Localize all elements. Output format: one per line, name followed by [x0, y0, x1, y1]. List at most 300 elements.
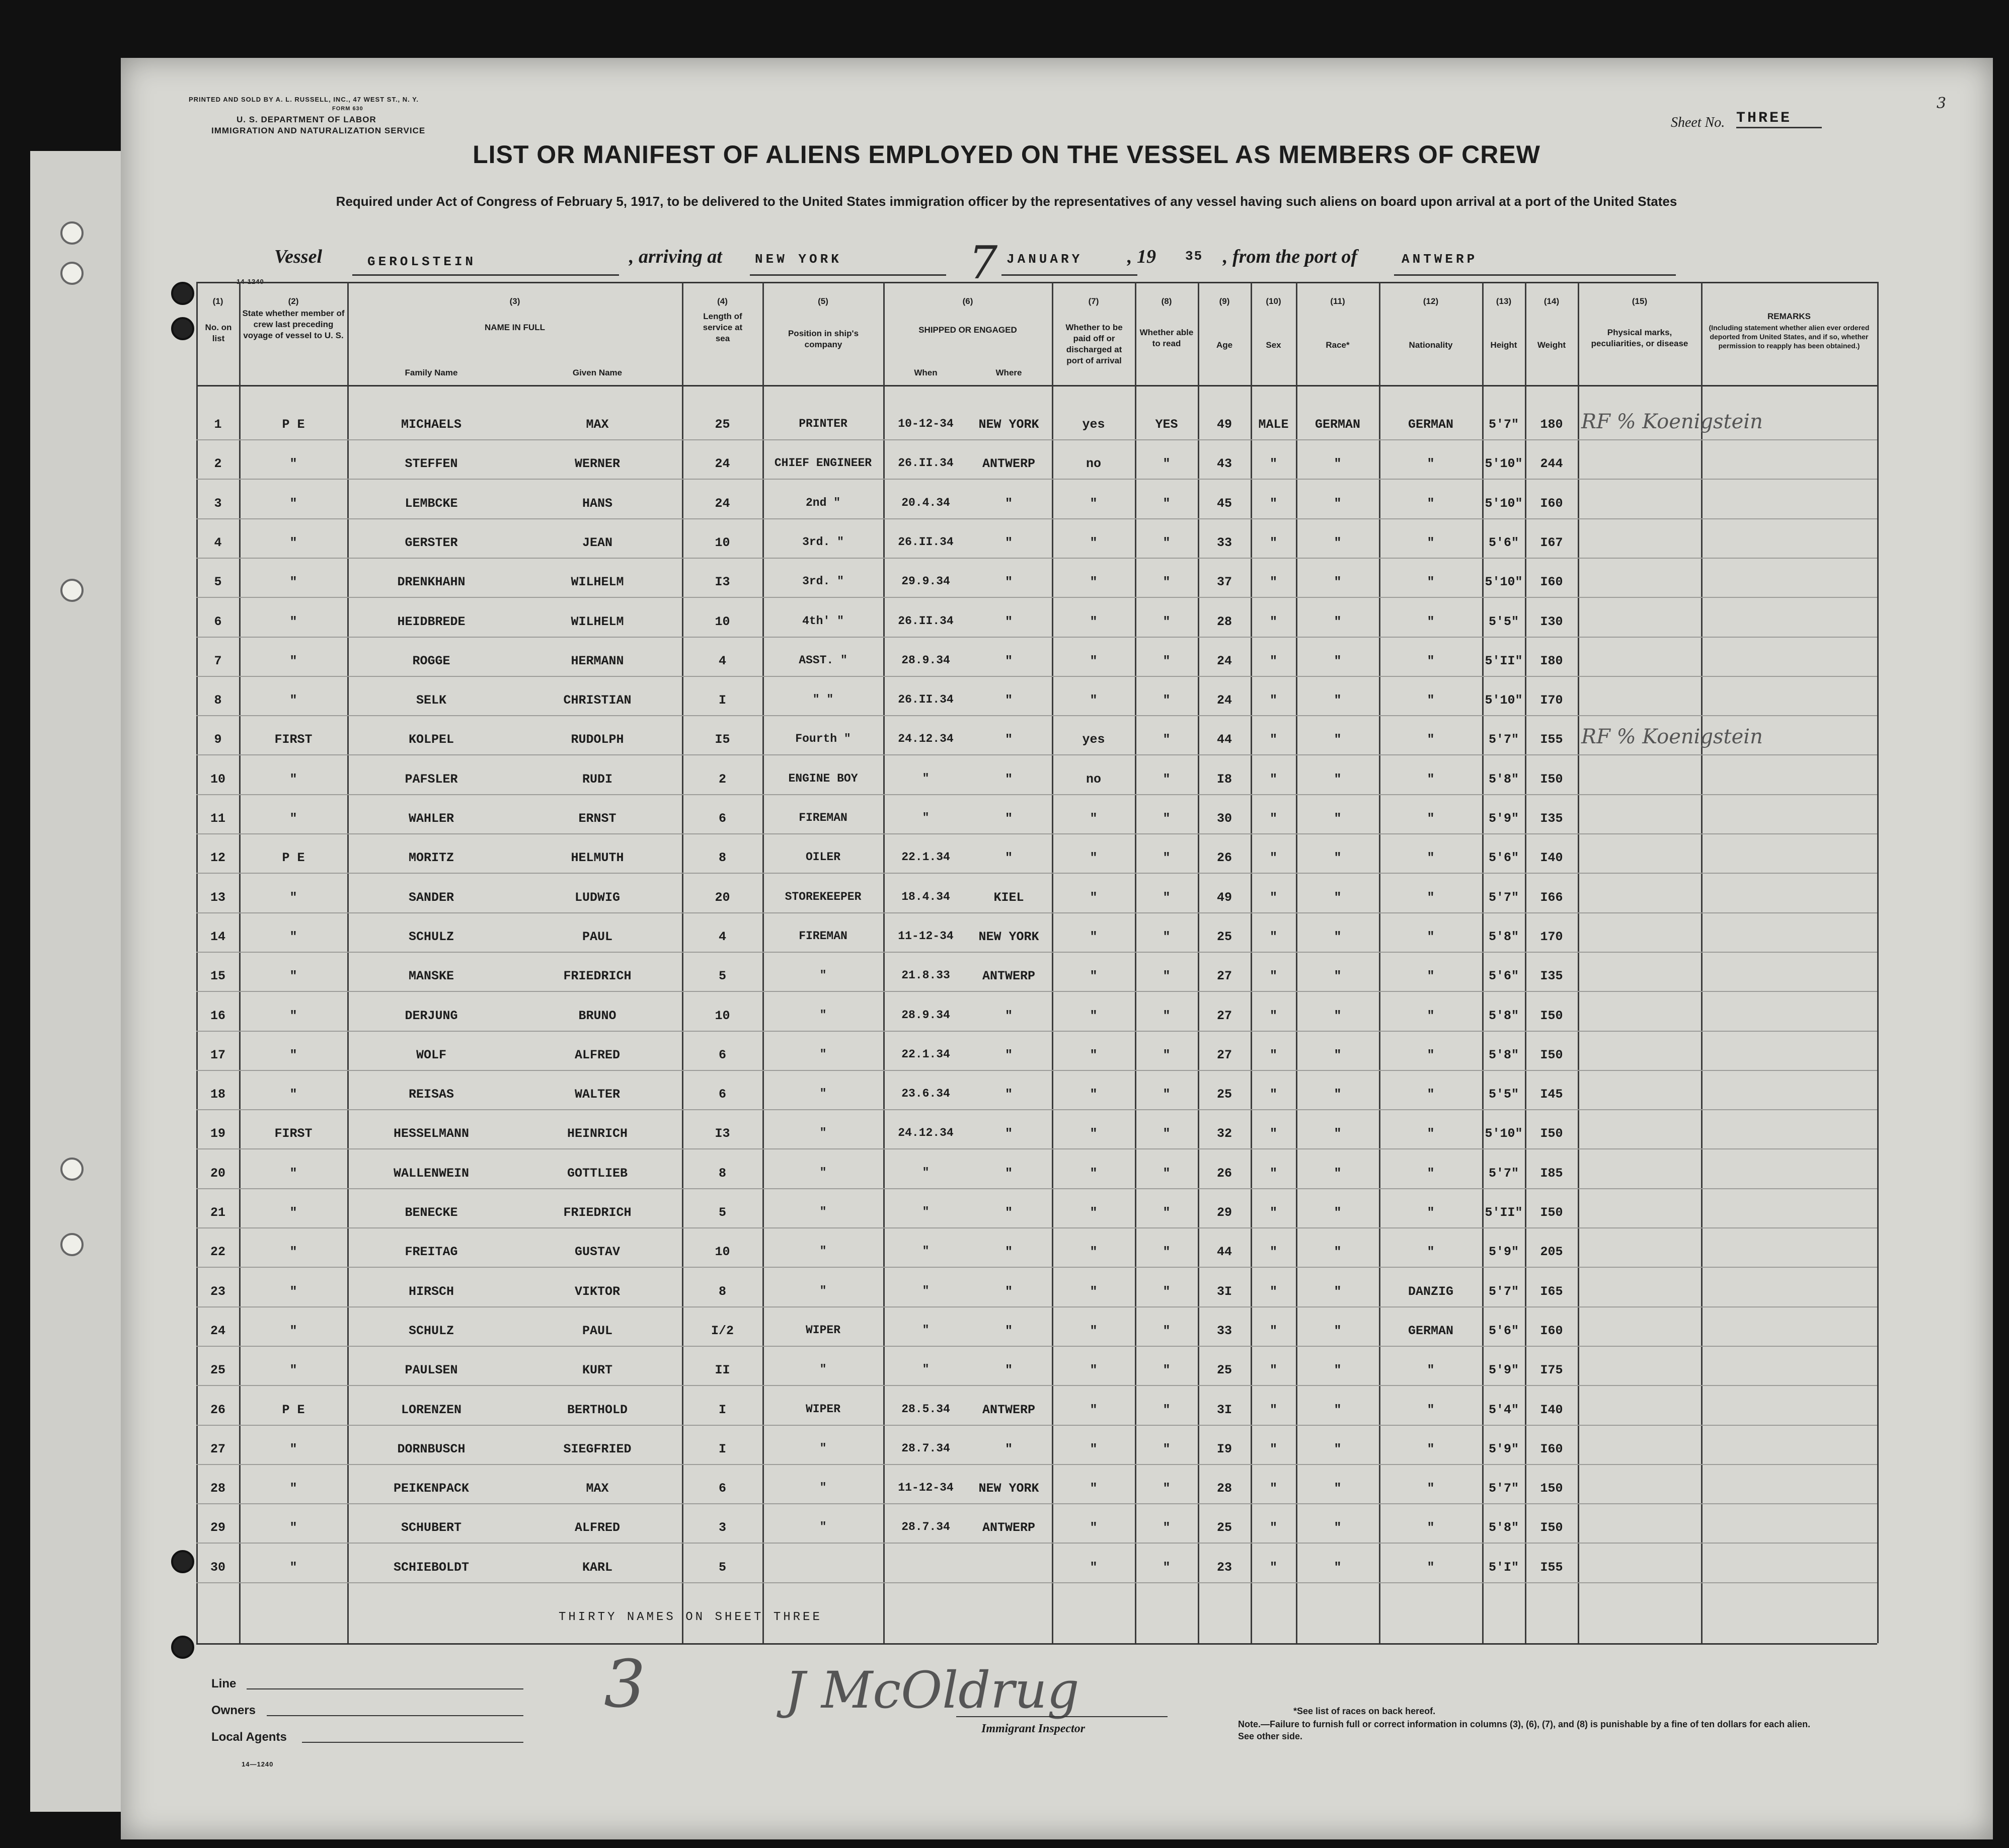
- row-age: 25: [1216, 1087, 1232, 1102]
- row-prev-voyage: P E: [282, 851, 305, 866]
- row-able-to-read: YES: [1155, 417, 1178, 432]
- row-race: ": [1334, 1245, 1342, 1260]
- row-prev-voyage: FIRST: [274, 732, 313, 747]
- row-age: 49: [1216, 890, 1232, 905]
- row-able-to-read: ": [1163, 1363, 1171, 1378]
- row-shipped-where: ": [1004, 1087, 1013, 1102]
- row-service-length: I3: [715, 1126, 730, 1141]
- row-paid-off: ": [1090, 851, 1098, 866]
- row-prev-voyage: ": [289, 614, 297, 629]
- row-rule: [196, 912, 1877, 913]
- row-row-number: 15: [210, 969, 225, 984]
- row-service-length: 2: [718, 772, 726, 787]
- column-rule: [1135, 282, 1136, 1643]
- row-service-length: 4: [718, 929, 726, 944]
- row-paid-off: ": [1090, 614, 1098, 629]
- row-race: ": [1334, 614, 1342, 629]
- row-weight: I66: [1540, 890, 1563, 905]
- row-position: CHIEF ENGINEER: [774, 456, 872, 470]
- row-paid-off: ": [1090, 496, 1098, 511]
- row-paid-off: ": [1090, 1087, 1098, 1102]
- row-paid-off: ": [1090, 1245, 1098, 1260]
- row-race: ": [1334, 1284, 1342, 1299]
- row-nationality: ": [1427, 1205, 1435, 1220]
- row-row-number: 22: [210, 1245, 225, 1260]
- row-weight: I60: [1540, 1441, 1563, 1456]
- row-weight: 170: [1540, 929, 1563, 944]
- row-sex: ": [1269, 693, 1277, 708]
- row-position: 2nd ": [805, 496, 840, 509]
- row-shipped-where: ": [1004, 811, 1013, 826]
- row-position: ": [819, 1284, 827, 1297]
- row-rule: [196, 1109, 1877, 1110]
- row-sex: ": [1269, 890, 1277, 905]
- owners-label: Owners: [211, 1704, 256, 1717]
- row-row-number: 7: [214, 653, 222, 668]
- row-sex: ": [1269, 1205, 1277, 1220]
- row-paid-off: ": [1090, 1481, 1098, 1496]
- row-height: 5'II": [1485, 1205, 1523, 1220]
- sheet-value: THREE: [1736, 110, 1822, 128]
- row-shipped-when: 29.9.34: [901, 575, 950, 588]
- row-able-to-read: ": [1163, 772, 1171, 787]
- row-height: 5'8": [1488, 1047, 1519, 1062]
- row-sex: ": [1269, 732, 1277, 747]
- row-paid-off: ": [1090, 1166, 1098, 1181]
- column-rule: [1578, 282, 1579, 1643]
- row-age: 29: [1216, 1205, 1232, 1220]
- row-prev-voyage: ": [289, 535, 297, 550]
- line-label: Line: [211, 1677, 237, 1690]
- row-nationality: ": [1427, 1245, 1435, 1260]
- row-prev-voyage: ": [289, 1047, 297, 1062]
- row-weight: 244: [1540, 456, 1563, 472]
- row-service-length: 10: [715, 1008, 730, 1023]
- row-sex: ": [1269, 1166, 1277, 1181]
- sheet-label: Sheet No.: [1671, 115, 1725, 130]
- row-shipped-where: ": [1004, 653, 1013, 668]
- col-11-num: (11): [1330, 296, 1345, 306]
- row-weight: I35: [1540, 969, 1563, 984]
- punch-hole: [171, 282, 194, 305]
- col-2-head: State whether member of crew last preceding voyage of vessel to U. S.: [242, 309, 345, 340]
- row-shipped-when: ": [922, 772, 930, 785]
- row-nationality: GERMAN: [1408, 1323, 1453, 1338]
- row-race: ": [1334, 1008, 1342, 1023]
- row-given-name: HELMUTH: [571, 851, 624, 866]
- row-row-number: 20: [210, 1166, 225, 1181]
- col-6b-head: Where: [995, 368, 1022, 377]
- row-weight: I65: [1540, 1284, 1563, 1299]
- row-age: 23: [1216, 1560, 1232, 1575]
- row-prev-voyage: ": [289, 929, 297, 944]
- row-height: 5'7": [1488, 1166, 1519, 1181]
- row-shipped-when: 21.8.33: [901, 969, 950, 982]
- row-given-name: BERTHOLD: [567, 1402, 628, 1417]
- row-family-name: ROGGE: [412, 653, 450, 668]
- column-rule: [1701, 282, 1703, 1643]
- col-2-num: (2): [288, 296, 299, 306]
- row-height: 5'9": [1488, 1363, 1519, 1378]
- row-given-name: ALFRED: [574, 1047, 620, 1062]
- punch-hole: [60, 262, 84, 285]
- col-8-num: (8): [1161, 296, 1172, 306]
- row-family-name: HESSELMANN: [393, 1126, 470, 1141]
- row-height: 5'5": [1488, 1087, 1519, 1102]
- row-row-number: 4: [214, 535, 222, 550]
- row-rule: [196, 597, 1877, 598]
- row-row-number: 13: [210, 890, 225, 905]
- row-service-length: 5: [718, 969, 726, 984]
- row-age: 27: [1216, 969, 1232, 984]
- row-shipped-when: 18.4.34: [901, 890, 950, 903]
- row-age: 25: [1216, 929, 1232, 944]
- row-service-length: 6: [718, 1087, 726, 1102]
- row-shipped-when: 28.7.34: [901, 1520, 950, 1534]
- row-weight: I40: [1540, 851, 1563, 866]
- row-weight: I50: [1540, 772, 1563, 787]
- row-paid-off: ": [1090, 1047, 1098, 1062]
- row-family-name: LEMBCKE: [405, 496, 458, 511]
- column-rule: [1525, 282, 1526, 1643]
- row-row-number: 6: [214, 614, 222, 629]
- row-age: 3I: [1216, 1284, 1232, 1299]
- row-nationality: DANZIG: [1408, 1284, 1453, 1299]
- row-shipped-where: KIEL: [993, 890, 1024, 905]
- row-height: 5'10": [1485, 1126, 1523, 1141]
- form-code: 14-1240: [237, 278, 264, 285]
- row-prev-voyage: ": [289, 693, 297, 708]
- row-height: 5'9": [1488, 1245, 1519, 1260]
- row-row-number: 29: [210, 1520, 225, 1535]
- row-weight: I30: [1540, 614, 1563, 629]
- table-top-border: [196, 282, 1877, 283]
- row-position: ": [819, 1087, 827, 1101]
- year-prefix: , 19: [1127, 246, 1156, 267]
- row-paid-off: ": [1090, 693, 1098, 708]
- row-able-to-read: ": [1163, 614, 1171, 629]
- row-sex: ": [1269, 1008, 1277, 1023]
- row-shipped-when: 26.II.34: [898, 535, 954, 549]
- col-4-head: Length of service at sea: [703, 312, 743, 343]
- row-sex: ": [1269, 1245, 1277, 1260]
- row-race: ": [1334, 1402, 1342, 1417]
- row-given-name: MAX: [586, 417, 609, 432]
- row-able-to-read: ": [1163, 1520, 1171, 1535]
- row-family-name: SCHULZ: [408, 929, 454, 944]
- col-6-head: SHIPPED OR ENGAGED: [918, 325, 1017, 335]
- col-14-num: (14): [1543, 296, 1560, 306]
- row-rule: [196, 1227, 1877, 1228]
- row-age: 44: [1216, 732, 1232, 747]
- row-shipped-when: 26.II.34: [898, 614, 954, 628]
- row-height: 5'6": [1488, 1323, 1519, 1338]
- agents-field: [302, 1742, 523, 1743]
- row-rule: [196, 479, 1877, 480]
- row-row-number: 1: [214, 417, 222, 432]
- row-weight: I75: [1540, 1363, 1563, 1378]
- row-position: ": [819, 1441, 827, 1455]
- column-rule: [1877, 282, 1879, 1643]
- row-nationality: ": [1427, 1402, 1435, 1417]
- row-given-name: CHRISTIAN: [563, 693, 632, 708]
- column-rule: [1379, 282, 1380, 1643]
- row-family-name: HEIDBREDE: [397, 614, 466, 629]
- month-underline: [1001, 274, 1137, 276]
- column-rule: [1482, 282, 1484, 1643]
- row-prev-voyage: ": [289, 496, 297, 511]
- row-row-number: 3: [214, 496, 222, 511]
- row-row-number: 8: [214, 693, 222, 708]
- row-able-to-read: ": [1163, 575, 1171, 590]
- row-nationality: ": [1427, 1481, 1435, 1496]
- col-3a-head: Family Name: [405, 368, 458, 377]
- row-race: GERMAN: [1315, 417, 1360, 432]
- row-age: I8: [1216, 772, 1232, 787]
- row-able-to-read: ": [1163, 969, 1171, 984]
- row-nationality: ": [1427, 1560, 1435, 1575]
- row-position: ": [819, 1008, 827, 1022]
- row-weight: I50: [1540, 1205, 1563, 1220]
- vessel-underline: [352, 274, 619, 276]
- col-12-num: (12): [1423, 296, 1439, 306]
- row-family-name: WALLENWEIN: [393, 1166, 470, 1181]
- page-subtitle: Required under Act of Congress of February 5, 1917, to be delivered to the United States immigration officer by the representatives of any vessel having such aliens on board upon arrival at a port of the United States: [336, 194, 1677, 209]
- row-position: ENGINE BOY: [788, 772, 858, 785]
- punch-hole: [60, 1158, 84, 1181]
- row-position: Fourth ": [795, 732, 851, 746]
- row-race: ": [1334, 969, 1342, 984]
- row-service-length: 6: [718, 1481, 726, 1496]
- row-weight: I70: [1540, 693, 1563, 708]
- row-service-length: 10: [715, 1245, 730, 1260]
- page-title: LIST OR MANIFEST OF ALIENS EMPLOYED ON THE VESSEL AS MEMBERS OF CREW: [473, 140, 1540, 169]
- row-nationality: ": [1427, 772, 1435, 787]
- row-sex: ": [1269, 1284, 1277, 1299]
- row-position: FIREMAN: [799, 929, 847, 943]
- row-able-to-read: ": [1163, 1047, 1171, 1062]
- row-paid-off: no: [1086, 772, 1101, 787]
- row-able-to-read: ": [1163, 1166, 1171, 1181]
- form-number: FORM 630: [332, 106, 363, 112]
- row-sex: ": [1269, 1126, 1277, 1141]
- row-family-name: LORENZEN: [401, 1402, 462, 1417]
- row-able-to-read: ": [1163, 1284, 1171, 1299]
- row-shipped-where: NEW YORK: [978, 417, 1039, 432]
- row-family-name: MICHAELS: [401, 417, 462, 432]
- row-prev-voyage: P E: [282, 417, 305, 432]
- row-rule: [196, 873, 1877, 874]
- col-9-head: Age: [1216, 340, 1233, 350]
- row-able-to-read: ": [1163, 535, 1171, 550]
- row-sex: ": [1269, 811, 1277, 826]
- row-paid-off: ": [1090, 575, 1098, 590]
- row-position: ": [819, 1520, 827, 1534]
- column-rule: [682, 282, 683, 1643]
- row-position: FIREMAN: [799, 811, 847, 824]
- row-service-length: 10: [715, 614, 730, 629]
- row-paid-off: ": [1090, 1402, 1098, 1417]
- col-16-note: (Including statement whether alien ever ordered deported from United States, and if so, whether permission to reapply has been obtained.): [1709, 324, 1870, 350]
- row-rule: [196, 1385, 1877, 1386]
- row-family-name: SELK: [416, 693, 446, 708]
- row-family-name: DORNBUSCH: [397, 1441, 466, 1456]
- from-label: , from the port of: [1223, 246, 1358, 267]
- row-paid-off: ": [1090, 1560, 1098, 1575]
- row-family-name: MORITZ: [408, 851, 454, 866]
- row-shipped-where: NEW YORK: [978, 1481, 1039, 1496]
- row-age: 26: [1216, 851, 1232, 866]
- row-sex: ": [1269, 653, 1277, 668]
- row-shipped-where: ": [1004, 1126, 1013, 1141]
- row-able-to-read: ": [1163, 851, 1171, 866]
- row-height: 5'8": [1488, 1520, 1519, 1535]
- row-shipped-where: NEW YORK: [978, 929, 1039, 944]
- row-shipped-when: ": [922, 1205, 930, 1218]
- row-sex: ": [1269, 1560, 1277, 1575]
- row-race: ": [1334, 456, 1342, 472]
- row-weight: 180: [1540, 417, 1563, 432]
- row-age: 25: [1216, 1520, 1232, 1535]
- column-rule: [883, 282, 885, 1643]
- line-field: [247, 1688, 523, 1689]
- row-race: ": [1334, 1087, 1342, 1102]
- row-shipped-when: 22.1.34: [901, 1047, 950, 1061]
- row-shipped-when: ": [922, 1166, 930, 1179]
- row-row-number: 19: [210, 1126, 225, 1141]
- row-height: 5'8": [1488, 772, 1519, 787]
- row-position: 3rd. ": [802, 535, 844, 549]
- row-race: ": [1334, 653, 1342, 668]
- row-family-name: BENECKE: [405, 1205, 458, 1220]
- row-paid-off: ": [1090, 1441, 1098, 1456]
- row-weight: I50: [1540, 1047, 1563, 1062]
- from-underline: [1394, 274, 1676, 276]
- col-6a-head: When: [914, 368, 938, 377]
- fine-note: Note.—Failure to furnish full or correct information in columns (3), (6), (7), and (8) is punishable by a fine of ten dollars for each alien. See other side.: [1238, 1719, 1811, 1741]
- row-family-name: PAULSEN: [405, 1363, 458, 1378]
- row-shipped-where: ": [1004, 1047, 1013, 1062]
- col-13-num: (13): [1496, 296, 1512, 306]
- row-given-name: WILHELM: [571, 575, 624, 590]
- row-service-length: 8: [718, 1284, 726, 1299]
- row-shipped-where: ": [1004, 535, 1013, 550]
- row-nationality: ": [1427, 496, 1435, 511]
- row-nationality: ": [1427, 732, 1435, 747]
- row-age: 32: [1216, 1126, 1232, 1141]
- row-family-name: PAFSLER: [405, 772, 458, 787]
- row-age: 25: [1216, 1363, 1232, 1378]
- row-rule: [196, 1464, 1877, 1465]
- row-service-length: 24: [715, 456, 730, 472]
- row-shipped-where: ": [1004, 1245, 1013, 1260]
- row-age: 43: [1216, 456, 1232, 472]
- row-shipped-where: ANTWERP: [982, 1402, 1036, 1417]
- paper-edge: [30, 151, 121, 1812]
- col-4-num: (4): [717, 296, 728, 306]
- row-rule: [196, 1346, 1877, 1347]
- row-position: " ": [812, 693, 834, 707]
- inspector-signature: J McOldrug: [785, 1661, 1079, 1720]
- row-prev-voyage: ": [289, 575, 297, 590]
- row-sex: ": [1269, 1520, 1277, 1535]
- row-position: ": [819, 1363, 827, 1376]
- row-given-name: KARL: [582, 1560, 612, 1575]
- row-service-length: 8: [718, 851, 726, 866]
- row-weight: I50: [1540, 1520, 1563, 1535]
- printer-line: PRINTED AND SOLD BY A. L. RUSSELL, INC., 47 WEST ST., N. Y.: [189, 96, 419, 103]
- row-age: 26: [1216, 1166, 1232, 1181]
- row-given-name: FRIEDRICH: [563, 1205, 632, 1220]
- row-row-number: 27: [210, 1441, 225, 1456]
- row-nationality: ": [1427, 969, 1435, 984]
- row-able-to-read: ": [1163, 1441, 1171, 1456]
- row-able-to-read: ": [1163, 1323, 1171, 1338]
- row-able-to-read: ": [1163, 1560, 1171, 1575]
- row-shipped-where: ": [1004, 851, 1013, 866]
- row-race: ": [1334, 890, 1342, 905]
- row-prev-voyage: ": [289, 1520, 297, 1535]
- row-shipped-when: ": [922, 1245, 930, 1258]
- row-row-number: 14: [210, 929, 225, 944]
- row-weight: I55: [1540, 1560, 1563, 1575]
- punch-hole: [171, 1636, 194, 1659]
- row-service-length: II: [715, 1363, 730, 1378]
- row-position: ": [819, 1126, 827, 1140]
- row-nationality: ": [1427, 1047, 1435, 1062]
- row-sex: ": [1269, 1481, 1277, 1496]
- row-rule: [196, 754, 1877, 755]
- col-11-head: Race*: [1326, 340, 1350, 350]
- row-height: 5'9": [1488, 811, 1519, 826]
- row-race: ": [1334, 772, 1342, 787]
- arriving-port: NEW YORK: [755, 252, 842, 267]
- row-row-number: 2: [214, 456, 222, 472]
- row-row-number: 18: [210, 1087, 225, 1102]
- row-paid-off: ": [1090, 1520, 1098, 1535]
- row-shipped-where: ANTWERP: [982, 969, 1036, 984]
- row-able-to-read: ": [1163, 1481, 1171, 1496]
- row-weight: I60: [1540, 1323, 1563, 1338]
- row-race: ": [1334, 575, 1342, 590]
- row-weight: I80: [1540, 653, 1563, 668]
- row-sex: ": [1269, 1047, 1277, 1062]
- row-given-name: GUSTAV: [574, 1245, 620, 1260]
- row-row-number: 10: [210, 772, 225, 787]
- row-paid-off: ": [1090, 811, 1098, 826]
- row-height: 5'I": [1488, 1560, 1519, 1575]
- row-rule: [196, 1031, 1877, 1032]
- service: IMMIGRATION AND NATURALIZATION SERVICE: [211, 126, 426, 135]
- col-5-head: Position in ship's company: [788, 329, 859, 349]
- row-family-name: HIRSCH: [408, 1284, 454, 1299]
- row-given-name: HANS: [582, 496, 612, 511]
- col-6-num: (6): [962, 296, 973, 306]
- row-given-name: WILHELM: [571, 614, 624, 629]
- row-age: 24: [1216, 653, 1232, 668]
- row-weight: I60: [1540, 496, 1563, 511]
- row-able-to-read: ": [1163, 1087, 1171, 1102]
- row-given-name: ALFRED: [574, 1520, 620, 1535]
- row-sex: ": [1269, 614, 1277, 629]
- row-given-name: ERNST: [578, 811, 616, 826]
- row-weight: I50: [1540, 1126, 1563, 1141]
- row-position: ": [819, 1047, 827, 1061]
- row-paid-off: ": [1090, 535, 1098, 550]
- row-rule: [196, 952, 1877, 953]
- row-race: ": [1334, 693, 1342, 708]
- row-shipped-when: 24.12.34: [898, 732, 954, 746]
